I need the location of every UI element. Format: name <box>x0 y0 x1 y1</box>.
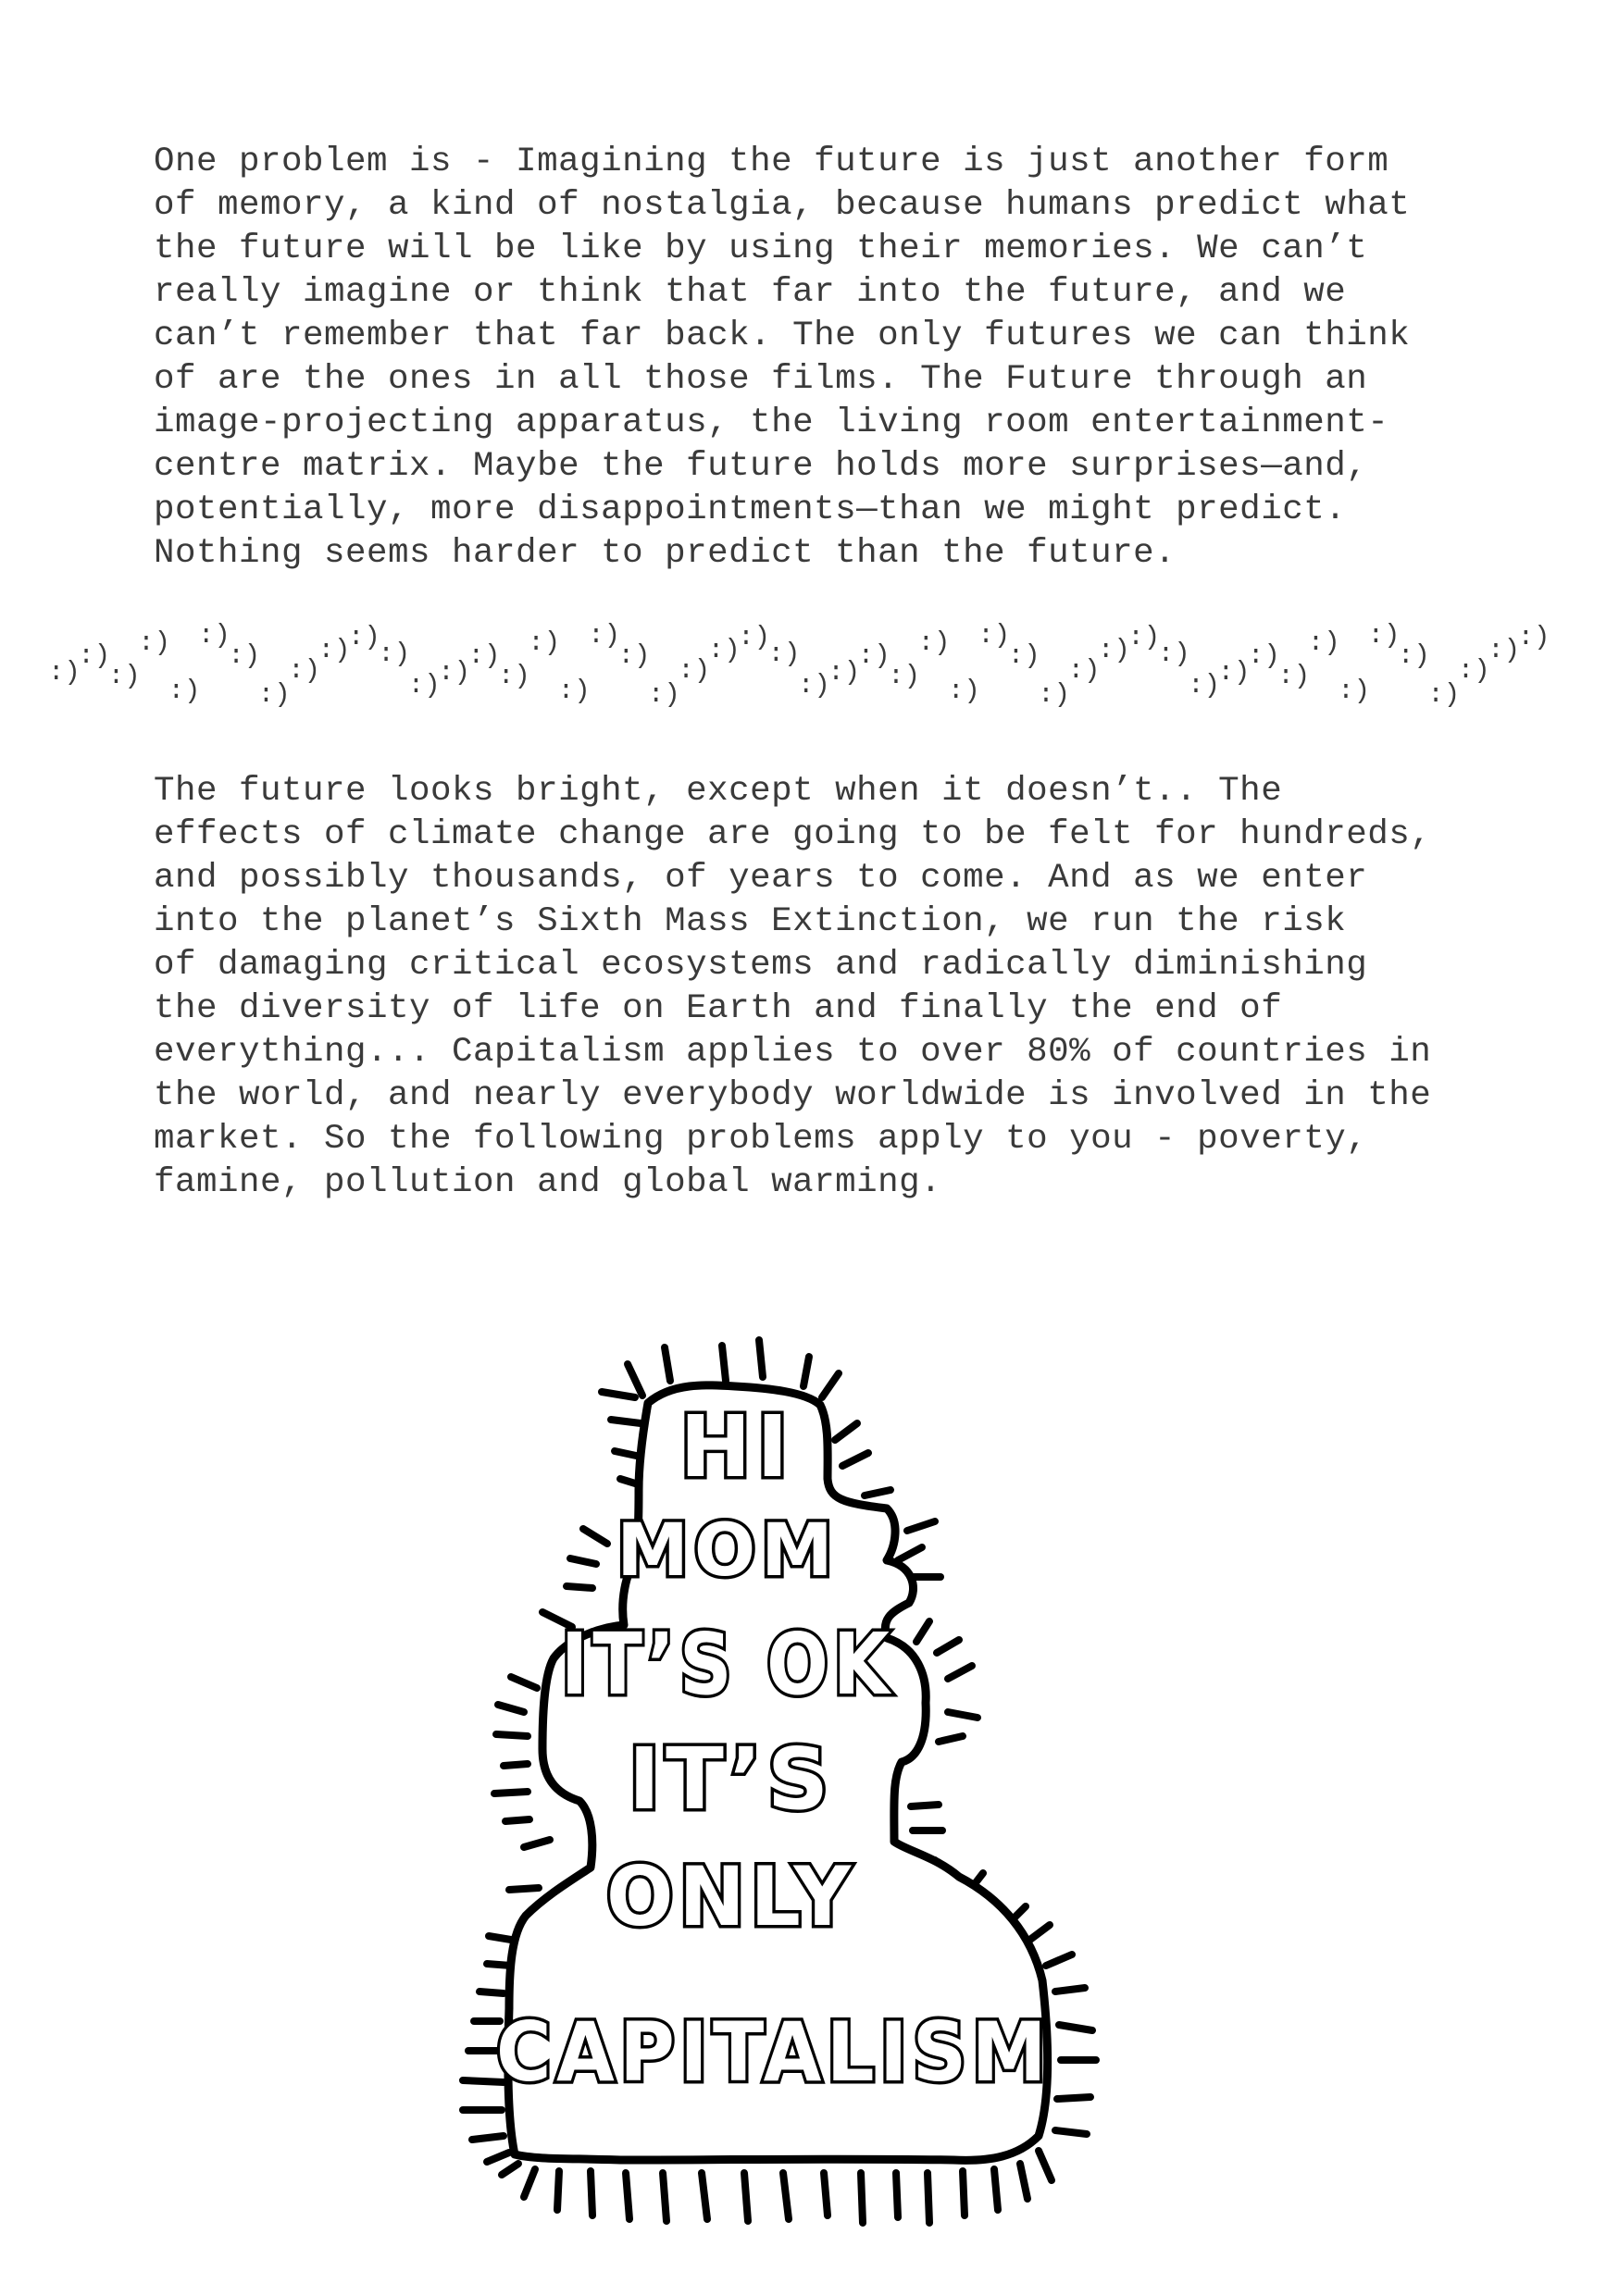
drawing-line-mom: MOM <box>616 1509 839 1593</box>
drawing-line-only: ONLY <box>606 1849 856 1944</box>
smiley-glyph: :) <box>1488 635 1520 665</box>
smiley-glyph: :) <box>1398 640 1430 671</box>
smiley-glyph: :) <box>917 627 951 658</box>
smiley-glyph: :) <box>1277 661 1311 691</box>
hi-mom-capitalism-drawing <box>454 1323 1194 2249</box>
smiley-glyph: :) <box>828 657 861 688</box>
smiley-glyph: :) <box>1367 620 1401 651</box>
smiley-glyph: :) <box>767 639 801 669</box>
smiley-glyph: :) <box>617 640 651 671</box>
smiley-glyph: :) <box>467 640 501 671</box>
smiley-glyph: :) <box>257 679 291 710</box>
smiley-glyph: :) <box>978 620 1011 651</box>
paragraph-future-capitalism: The future looks bright, except when it doesn’t.. The effects of climate change are going to be felt for hundreds, and possibly thousands, of years to come. And as we enter into the planet’s Sixth Mass Extinction, we run the risk of damaging critical ecosystems and radically diminishing the diversity of life on Earth and finally the end of everything... Capitalism applies to over 80% of countries in the world, and nearly everybody worldwide is involved in the market. So the following problems apply to you - poverty, famine, pollution and global warming. <box>154 772 1432 1202</box>
smiley-glyph: :) <box>498 661 530 691</box>
smiley-glyph: :) <box>1248 640 1280 671</box>
drawing-line-capitalism: CAPITALISM <box>496 2004 1052 2100</box>
smiley-glyph: :) <box>707 635 741 665</box>
smiley-glyph: :) <box>678 655 711 686</box>
smiley-glyph: :) <box>738 622 770 652</box>
smiley-glyph: :) <box>1007 640 1040 671</box>
smiley-glyph: :) <box>1067 655 1101 686</box>
smiley-glyph: :) <box>198 620 230 651</box>
smiley-glyph: :) <box>888 661 920 691</box>
smiley-glyph: :) <box>378 639 411 669</box>
smiley-glyph: :) <box>528 627 561 658</box>
smiley-glyph: :) <box>78 640 111 671</box>
smiley-glyph: :) <box>168 676 201 706</box>
drawing-line-its: IT’S <box>628 1730 835 1829</box>
smiley-glyph: :) <box>48 657 81 688</box>
smiley-glyph: :) <box>107 661 141 691</box>
hand-drawn-blob-illustration <box>454 1323 1194 2249</box>
paragraph-future-memory: One problem is - Imagining the future is just another form of memory, a kind of nostalgia, because humans predict what the future will be like by using their memories. We can’t really imagine or think that far into the future, and we can’t remember that far back. The only futures we can think of are the ones in all those films. The Future through an image-projecting apparatus, the living room entertainment- centre matrix. Maybe the future holds more surprises—and, potentially, more disappointments—than we might predict. Nothing seems harder to predict than the future. <box>154 143 1411 573</box>
smiley-glyph: :) <box>557 676 591 706</box>
smiley-glyph: :) <box>1517 622 1551 652</box>
smiley-glyph: :) <box>1188 670 1220 701</box>
smiley-glyph: :) <box>948 676 980 706</box>
smiley-glyph: :) <box>1217 657 1251 688</box>
smiley-wave-row <box>0 583 1619 713</box>
smiley-glyph: :) <box>857 640 890 671</box>
smiley-glyph: :) <box>348 622 380 652</box>
smiley-glyph: :) <box>648 679 680 710</box>
smiley-glyph: :) <box>1457 655 1490 686</box>
smiley-glyph: :) <box>407 670 441 701</box>
drawing-line-its-ok: IT’S OK <box>561 1615 894 1714</box>
smiley-glyph: :) <box>1157 639 1190 669</box>
smiley-glyph: :) <box>1127 622 1161 652</box>
smiley-glyph: :) <box>288 655 320 686</box>
smiley-glyph: :) <box>1307 627 1340 658</box>
drawing-line-hi: HI <box>679 1397 794 1496</box>
smiley-glyph: :) <box>228 640 261 671</box>
smiley-glyph: :) <box>1098 635 1130 665</box>
smiley-glyph: :) <box>138 627 170 658</box>
smiley-glyph: :) <box>1338 676 1370 706</box>
smiley-glyph: :) <box>588 620 620 651</box>
smiley-glyph: :) <box>798 670 830 701</box>
smiley-glyph: :) <box>1038 679 1070 710</box>
smiley-glyph: :) <box>318 635 351 665</box>
smiley-glyph: :) <box>1427 679 1461 710</box>
smiley-glyph: :) <box>438 657 470 688</box>
